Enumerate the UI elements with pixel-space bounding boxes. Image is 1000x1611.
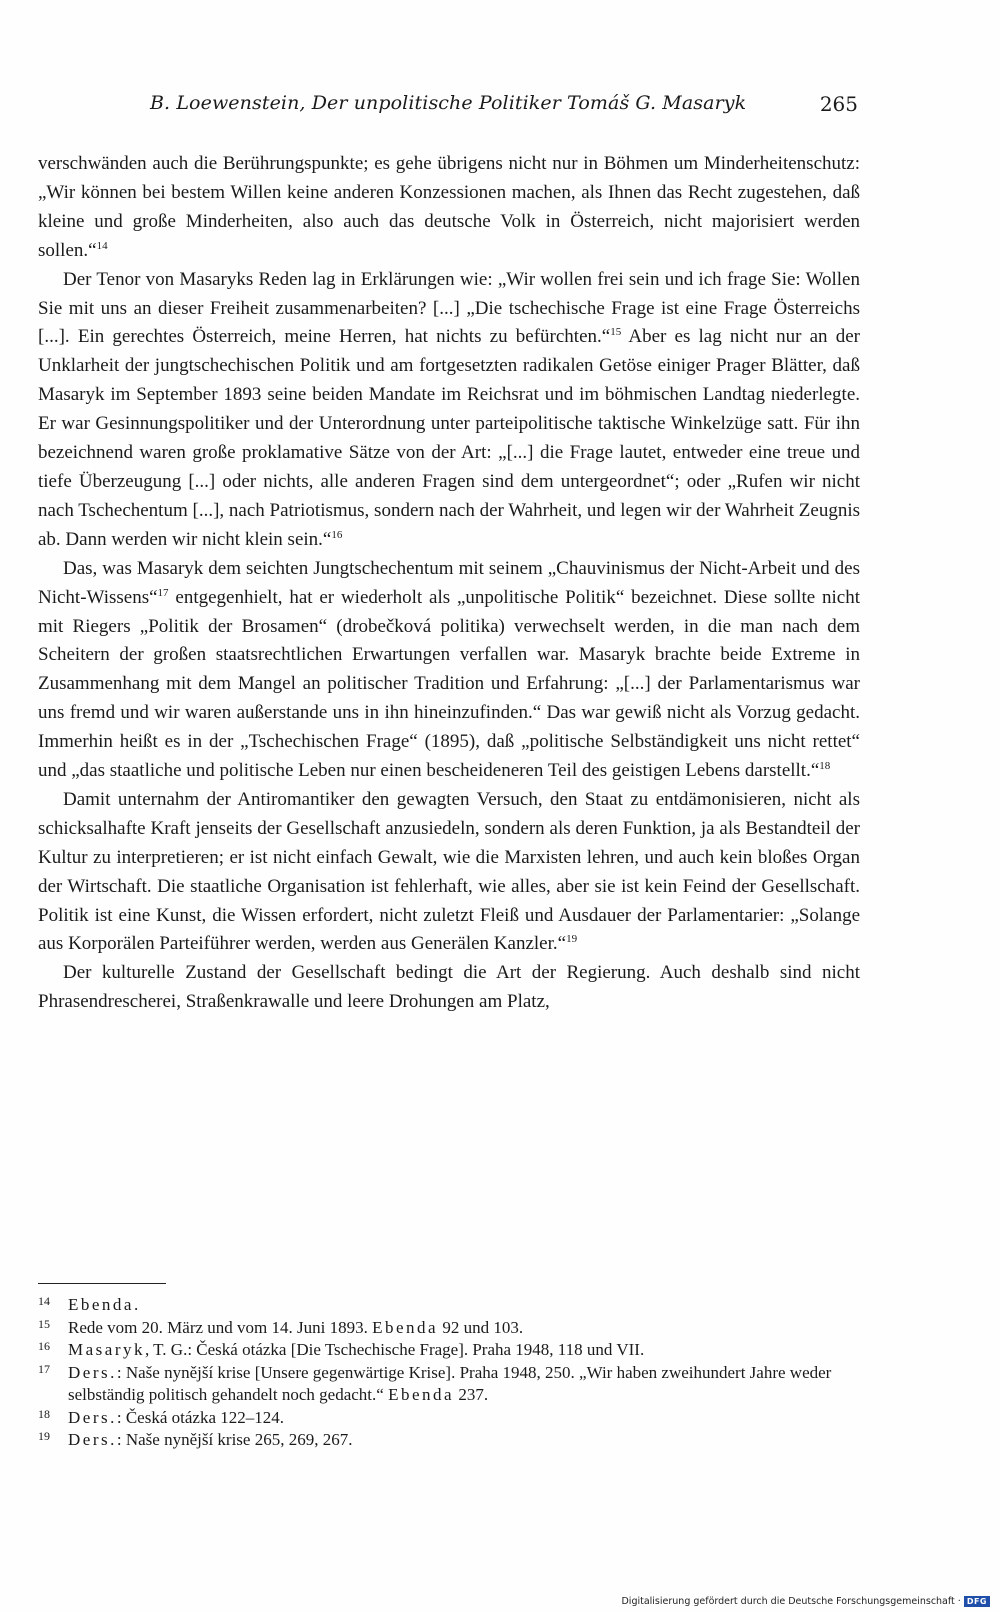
footnote-text: , T. G.: Česká otázka [Die Tschechische Frage]. Praha 1948, 118 und VII. xyxy=(144,1340,645,1359)
paragraph-2 xyxy=(38,266,860,555)
footnote-author: Ders. xyxy=(68,1407,117,1427)
dfg-logo-icon: DFG xyxy=(964,1596,990,1607)
footnote-number: 18 xyxy=(38,1406,50,1421)
running-title: B. Loewenstein, Der unpolitische Politiker Tomáš G. Masaryk xyxy=(150,92,747,114)
footnotes xyxy=(38,1294,860,1452)
footnote-text: : Naše nynější krise [Unsere gegenwärtige Krise]. Praha 1948, 250. „Wir haben zweihundert Jahre weder selbständig politisch gehandelt noch gedacht.“ xyxy=(68,1362,832,1404)
footnote-16 xyxy=(38,1339,860,1362)
paragraph-3 xyxy=(38,555,860,786)
footnote-ref-17[interactable]: 17 xyxy=(157,586,169,599)
footnote-text: Rede vom 20. März und vom 14. Juni 1893. xyxy=(68,1317,373,1337)
paragraph-1-text: verschwänden auch die Berührungspunkte; es gehe übrigens nicht nur in Böhmen um Minderheitenschutz: „Wir können bei bestem Willen keine anderen Konzessionen machen, als Ihnen das Recht zugestehen, daß kleine und große Minderheiten, also auch das deutsche Volk in Österreich, nicht majorisiert werden sollen.“ xyxy=(38,153,860,261)
footnote-ref-16[interactable]: 16 xyxy=(331,528,343,541)
footnote-author: Ders. xyxy=(68,1430,117,1449)
footnote-author: Ders. xyxy=(68,1362,117,1382)
footnote-text-spaced: Ebenda xyxy=(388,1385,455,1404)
footnote-17 xyxy=(38,1362,860,1407)
footnote-divider xyxy=(38,1283,166,1284)
footnote-number: 19 xyxy=(38,1429,50,1443)
paragraph-2-text-a: Der Tenor von Masaryks Reden lag in Erklärungen wie: „Wir wollen frei sein und ich frage Sie: Wollen Sie mit uns an dieser Freiheit zusammenarbeiten? [...] „Die tschechische Frage ist eine Frage Österreichs [...]. Ein gerechtes Österreich, meine Herren, hat nichts zu befürchten.“ xyxy=(38,268,860,348)
footnote-ref-19[interactable]: 19 xyxy=(566,933,578,946)
footnote-text-spaced: Ebenda xyxy=(372,1317,439,1337)
page-header xyxy=(38,92,858,122)
footnote-number: 15 xyxy=(38,1316,50,1331)
footnote-15 xyxy=(38,1317,860,1340)
paragraph-4-text: Damit unternahm der Antiromantiker den gewagten Versuch, den Staat zu entdämonisieren, nicht als schicksalhafte Kraft jenseits der Gesellschaft anzusiedeln, sondern als deren Funktion, ja als Bestandteil der Kultur zu interpretieren; er ist nicht einfach Gewalt, wie die Marxisten lehren, und auch kein bloßes Organ der Wirtschaft. Die staatliche Organisation ist fehlerhaft, wie alles, aber sie ist kein Feind der Gesellschaft. Politik ist eine Kunst, die Wissen erfordert, nicht zuletzt Fleiß und Ausdauer der Parlamentarier: „Solange aus Korporälen Parteiführer werden, werden aus Generälen Kanzler.“ xyxy=(38,788,860,955)
footnote-author: Masaryk xyxy=(68,1340,145,1359)
footnote-ref-14[interactable]: 14 xyxy=(96,239,108,252)
paragraph-5-text: Der kulturelle Zustand der Gesellschaft bedingt die Art der Regierung. Auch deshalb sind nicht Phrasendrescherei, Straßenkrawalle und leere Drohungen am Platz, xyxy=(38,962,860,1013)
footnote-text: Ebenda. xyxy=(68,1295,141,1314)
digitization-footer: Digitalisierung gefördert durch die Deutsche Forschungsgemeinschaft · DFG xyxy=(621,1596,990,1607)
footnote-ref-15[interactable]: 15 xyxy=(610,326,622,339)
footnote-text: : Česká otázka 122–124. xyxy=(116,1407,284,1427)
footnote-number: 17 xyxy=(38,1361,50,1376)
footnote-number: 16 xyxy=(38,1339,50,1353)
paragraph-3-text-a: Das, was Masaryk dem seichten Jungtschechentum mit seinem „Chauvinismus der Nicht-Arbeit und des Nicht-Wissens“ xyxy=(38,557,860,608)
page-number: 265 xyxy=(819,92,858,116)
footnote-text: 237. xyxy=(454,1385,489,1404)
footnote-text: : Naše nynější krise 265, 269, 267. xyxy=(116,1430,353,1449)
footnote-18 xyxy=(38,1407,860,1430)
footnote-text: 92 und 103. xyxy=(438,1317,524,1337)
paragraph-4 xyxy=(38,786,860,959)
footnote-19 xyxy=(38,1429,860,1452)
paragraph-3-text-b: entgegenhielt, hat er wiederholt als „unpolitische Politik“ bezeichnet. Diese sollte nicht mit Riegers „Politik der Brosamen“ (drobečková politika) verwechselt werden, in die man nach dem Scheitern der großen staatsrechtlichen Erwartungen verfallen war. Masaryk brachte beide Extreme in Zusammenhang mit dem Mangel an politischer Tradition und Erfahrung: „[...] der Parlamentarismus war uns fremd und wir waren außerstande uns in ihn hineinzufinden.“ Das war gewiß nicht als Vorzug gedacht. Immerhin heißt es in der „Tschechischen Frage“ (1895), daß „politische Selbständigkeit uns nicht rettet“ und „das staatliche und politische Leben nur einen bescheideneren Teil des geistigen Lebens darstellt.“ xyxy=(38,586,860,782)
footnote-14 xyxy=(38,1294,860,1317)
paragraph-2-text-b: Aber es lag nicht nur an der Unklarheit der jungtschechischen Politik und am fortgesetzten radikalen Getöse einiger Prager Blätter, daß Masaryk im September 1893 seine beiden Mandate im Reichsrat und im böhmischen Landtag niederlegte. Er war Gesinnungspolitiker und der Unterordnung unter parteipolitische taktische Winkelzüge satt. Für ihn bezeichnend waren große proklamative Sätze von der Art: „[...] die Frage lautet, entweder eine treue und tiefe Überzeugung [...] oder nichts, alle anderen Fragen sind dem untergeordnet“; oder „Rufen wir nicht nach Tschechentum [...], nach Patriotismus, sondern nach der Wahrheit, und legen wir der Wahrheit Zeugnis ab. Dann werden wir nicht klein sein.“ xyxy=(38,326,860,550)
body-text xyxy=(38,150,860,1017)
footnote-ref-18[interactable]: 18 xyxy=(819,760,831,773)
footnote-number: 14 xyxy=(38,1294,50,1308)
paragraph-5 xyxy=(38,959,860,1017)
digitization-notice: Digitalisierung gefördert durch die Deutsche Forschungsgemeinschaft xyxy=(621,1596,955,1607)
paragraph-1 xyxy=(38,150,860,266)
